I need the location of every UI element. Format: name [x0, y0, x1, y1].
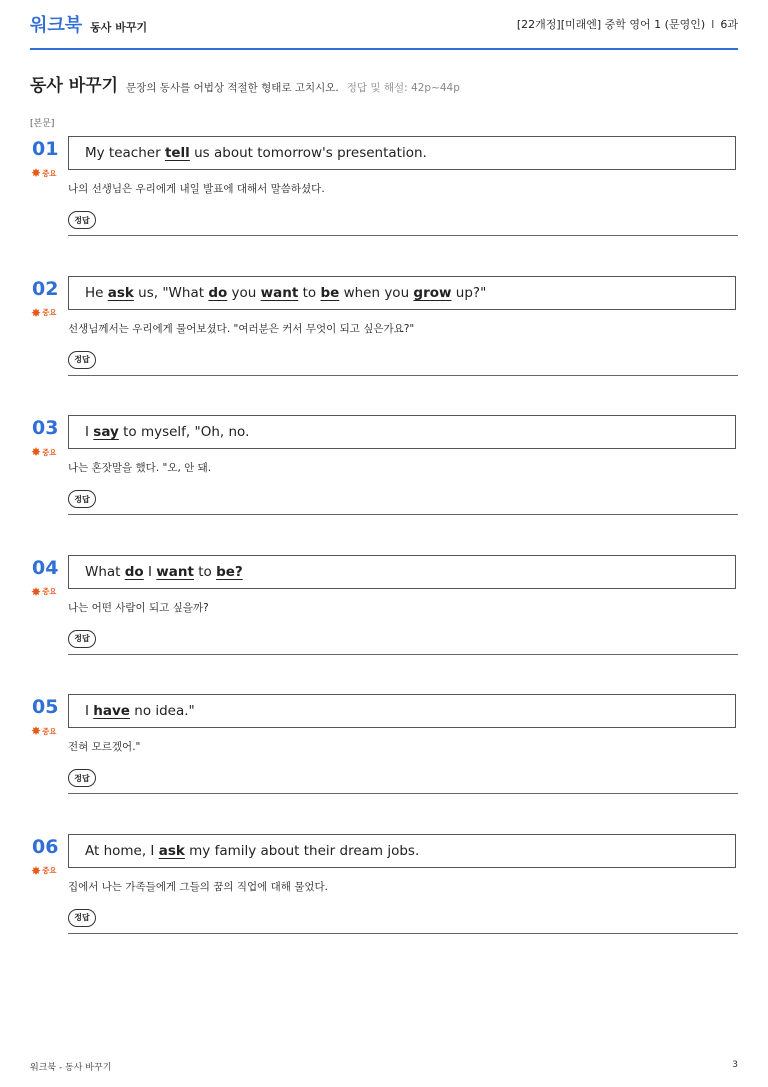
- sentence-box: [68, 834, 736, 868]
- target-verb: have: [93, 703, 130, 719]
- target-verb: do: [124, 563, 144, 580]
- question-number: 05: [32, 696, 59, 718]
- target-verb: ask: [158, 842, 185, 859]
- page-header: [30, 0, 738, 50]
- section-title: 동사 바꾸기: [30, 76, 119, 96]
- answer-button[interactable]: 정답: [68, 630, 96, 648]
- exercise-item: [30, 694, 738, 804]
- important-icon: ✸: [31, 166, 42, 180]
- translation: 전혀 모르겠어.": [68, 741, 141, 753]
- sentence-text: to: [193, 563, 217, 580]
- course-name: [22개정][미래엔] 중학 영어 1 (문영인): [516, 18, 706, 31]
- target-verb: be: [320, 284, 340, 301]
- translation: 나는 어떤 사람이 되고 싶을까?: [68, 601, 209, 614]
- answer-line[interactable]: [68, 375, 738, 376]
- sentence-text: I: [143, 563, 157, 580]
- sentence-text: I: [85, 424, 94, 440]
- important-label: 중요: [42, 726, 57, 736]
- exercise-item: [30, 276, 738, 386]
- answer-reference: 정답 및 해설: 42p~44p: [346, 82, 460, 94]
- important-icon: ✸: [31, 445, 42, 459]
- bonmun-label: [본문]: [30, 119, 55, 129]
- question-number: 04: [32, 556, 59, 579]
- sentence-text: us, "What: [133, 284, 209, 301]
- important-badge: [31, 724, 57, 738]
- section-instruction: 문장의 동사를 어법상 적절한 형태로 고치시오.: [126, 82, 339, 94]
- question-number: 06: [32, 835, 59, 858]
- answer-line[interactable]: [68, 933, 738, 934]
- translation: 나는 혼잣말을 했다. "오, 안 돼.: [68, 462, 212, 474]
- exercise-item: [30, 415, 738, 525]
- answer-button[interactable]: 정답: [68, 211, 96, 229]
- sentence-box: [68, 694, 736, 728]
- sentence-text: I: [85, 703, 94, 719]
- important-badge: [31, 864, 57, 878]
- brand: [30, 11, 147, 37]
- target-verb: say: [93, 424, 119, 440]
- workbook-logo: 워크북: [30, 15, 83, 36]
- important-label: 중요: [42, 587, 57, 596]
- exercise-item: [30, 136, 738, 246]
- answer-button[interactable]: 정답: [68, 769, 96, 787]
- answer-line[interactable]: [68, 235, 738, 236]
- important-icon: ✸: [31, 584, 42, 599]
- sentence-text: He: [85, 284, 108, 301]
- answer-button[interactable]: 정답: [68, 351, 96, 369]
- important-label: 중요: [42, 866, 57, 875]
- target-verb: grow: [413, 284, 452, 301]
- translation: 선생님께서는 우리에게 물어보셨다. "여러분은 커서 무엇이 되고 싶은가요?": [68, 322, 415, 335]
- sentence-text: when you: [339, 284, 414, 301]
- exercise-item: [30, 834, 738, 944]
- sentence-text: my family about their dream jobs.: [184, 842, 420, 859]
- question-number: 02: [32, 277, 59, 300]
- answer-button[interactable]: 정답: [68, 909, 96, 927]
- footer-title: 워크북 - 동사 바꾸기: [30, 1063, 112, 1073]
- header-subtitle: 동사 바꾸기: [90, 21, 148, 34]
- target-verb: do: [208, 284, 228, 301]
- sentence-text: My teacher: [85, 145, 165, 161]
- exercise-item: [30, 555, 738, 665]
- question-number: 01: [32, 138, 59, 160]
- sentence-text: you: [227, 284, 261, 301]
- sentence-box: [68, 415, 736, 449]
- question-number: 03: [32, 417, 59, 439]
- target-verb: ask: [107, 284, 134, 301]
- header-separator: I: [711, 17, 715, 31]
- important-badge: [31, 445, 57, 459]
- important-label: 중요: [42, 447, 57, 457]
- target-verb: tell: [164, 145, 190, 161]
- important-badge: [31, 585, 57, 599]
- header-course-info: [517, 16, 738, 32]
- sentence-text: to: [298, 284, 321, 301]
- answer-line[interactable]: [68, 514, 738, 515]
- important-label: 중요: [42, 168, 57, 178]
- sentence-box: [68, 136, 736, 170]
- sentence-text: to myself, "Oh, no.: [118, 424, 250, 440]
- important-label: 중요: [42, 308, 57, 317]
- sentence-box: [68, 276, 736, 310]
- important-icon: ✸: [31, 305, 42, 320]
- answer-line[interactable]: [68, 654, 738, 655]
- translation: 나의 선생님은 우리에게 내일 발표에 대해서 말씀하셨다.: [68, 183, 325, 195]
- important-icon: ✸: [31, 863, 42, 878]
- target-verb: want: [260, 284, 299, 301]
- section-heading: [30, 71, 460, 96]
- target-verb: want: [156, 563, 194, 580]
- lesson-number: 6과: [720, 18, 738, 31]
- sentence-box: [68, 555, 736, 589]
- target-verb: be?: [216, 563, 243, 580]
- important-badge: [31, 306, 57, 320]
- sentence-text: up?": [451, 284, 487, 301]
- sentence-text: no idea.": [129, 703, 195, 719]
- translation: 집에서 나는 가족들에게 그들의 꿈의 직업에 대해 물었다.: [68, 880, 328, 893]
- answer-line[interactable]: [68, 793, 738, 794]
- important-icon: ✸: [31, 724, 42, 738]
- sentence-text: At home, I: [85, 842, 159, 859]
- page-number: 3: [732, 1060, 738, 1070]
- important-badge: [31, 166, 57, 180]
- sentence-text: What: [85, 563, 125, 580]
- answer-button[interactable]: 정답: [68, 490, 96, 508]
- sentence-text: us about tomorrow's presentation.: [189, 145, 427, 161]
